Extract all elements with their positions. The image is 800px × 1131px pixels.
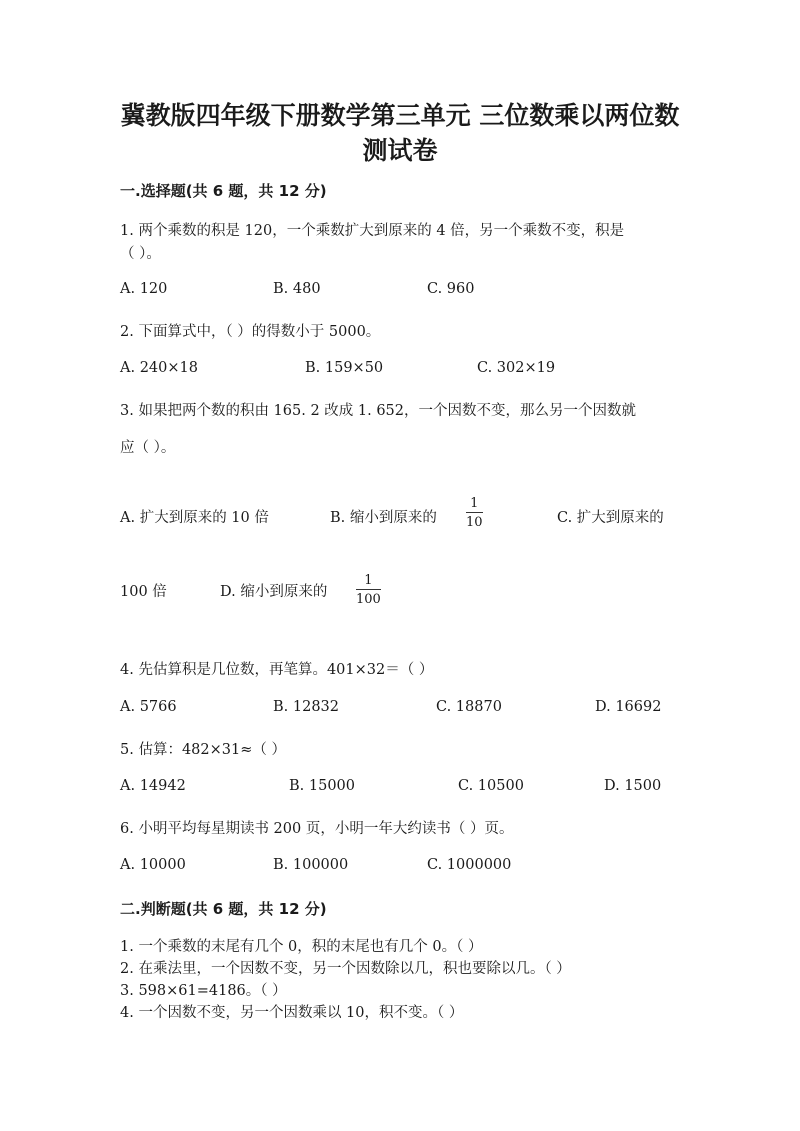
question-1-line1: 1. 两个乘数的积是 120，一个乘数扩大到原来的 4 倍，另一个乘数不变，积是 [120, 223, 625, 239]
q5-option-a: A. 14942 [120, 778, 186, 794]
q3-option-d-fraction [356, 574, 381, 606]
q4-option-c: C. 18870 [436, 699, 502, 715]
q6-option-b: B. 100000 [273, 857, 349, 873]
fraction-numerator: 1 [364, 573, 373, 588]
q6-option-a: A. 10000 [120, 857, 186, 873]
q2-option-c: C. 302×19 [477, 360, 556, 376]
judgement-item-1: 1. 一个乘数的末尾有几个 0，积的末尾也有几个 0。（ ） [120, 939, 483, 955]
q2-option-b: B. 159×50 [305, 360, 384, 376]
fraction-denominator: 100 [356, 592, 381, 607]
question-1-line2: （ ）。 [120, 246, 161, 262]
q3-option-c-continued: 100 倍 [120, 584, 167, 600]
judgement-item-2: 2. 在乘法里，一个因数不变，另一个因数除以几，积也要除以几。（ ） [120, 961, 571, 977]
section-heading-true-false: 二.判断题(共 6 题，共 12 分) [120, 900, 327, 918]
question-6: 6. 小明平均每星期读书 200 页，小明一年大约读书（ ）页。 [120, 821, 514, 837]
q3-option-b: B. 缩小到原来的 [330, 510, 437, 526]
q3-option-b-fraction [466, 497, 483, 529]
q1-option-a: A. 120 [120, 281, 168, 297]
q4-option-b: B. 12832 [273, 699, 340, 715]
q3-option-a: A. 扩大到原来的 10 倍 [120, 510, 269, 526]
question-4: 4. 先估算积是几位数，再笔算。401×32＝（ ） [120, 662, 434, 678]
fraction-denominator: 10 [466, 515, 483, 530]
page-title-line1: 冀教版四年级下册数学第三单元 三位数乘以两位数 [120, 101, 680, 130]
q4-option-a: A. 5766 [120, 699, 177, 715]
q5-option-c: C. 10500 [458, 778, 524, 794]
q6-option-c: C. 1000000 [427, 857, 512, 873]
question-3-line2: 应（ ）。 [120, 440, 176, 456]
q2-option-a: A. 240×18 [120, 360, 198, 376]
q1-option-b: B. 480 [273, 281, 321, 297]
section-heading-choice: 一.选择题(共 6 题，共 12 分) [120, 182, 327, 200]
judgement-item-4: 4. 一个因数不变，另一个因数乘以 10，积不变。（ ） [120, 1005, 464, 1021]
q3-option-c: C. 扩大到原来的 [557, 510, 664, 526]
question-2: 2. 下面算式中，（ ）的得数小于 5000。 [120, 324, 381, 340]
q3-option-d: D. 缩小到原来的 [220, 584, 328, 600]
fraction-numerator: 1 [470, 496, 479, 511]
q5-option-b: B. 15000 [289, 778, 356, 794]
page-title-line2: 测试卷 [362, 136, 438, 165]
q1-option-c: C. 960 [427, 281, 475, 297]
question-3-line1: 3. 如果把两个数的积由 165. 2 改成 1. 652，一个因数不变，那么另一个因数就 [120, 403, 637, 419]
question-5: 5. 估算：482×31≈（ ） [120, 742, 286, 758]
q5-option-d: D. 1500 [604, 778, 662, 794]
judgement-item-3: 3. 598×61=4186。（ ） [120, 983, 287, 999]
q4-option-d: D. 16692 [595, 699, 662, 715]
